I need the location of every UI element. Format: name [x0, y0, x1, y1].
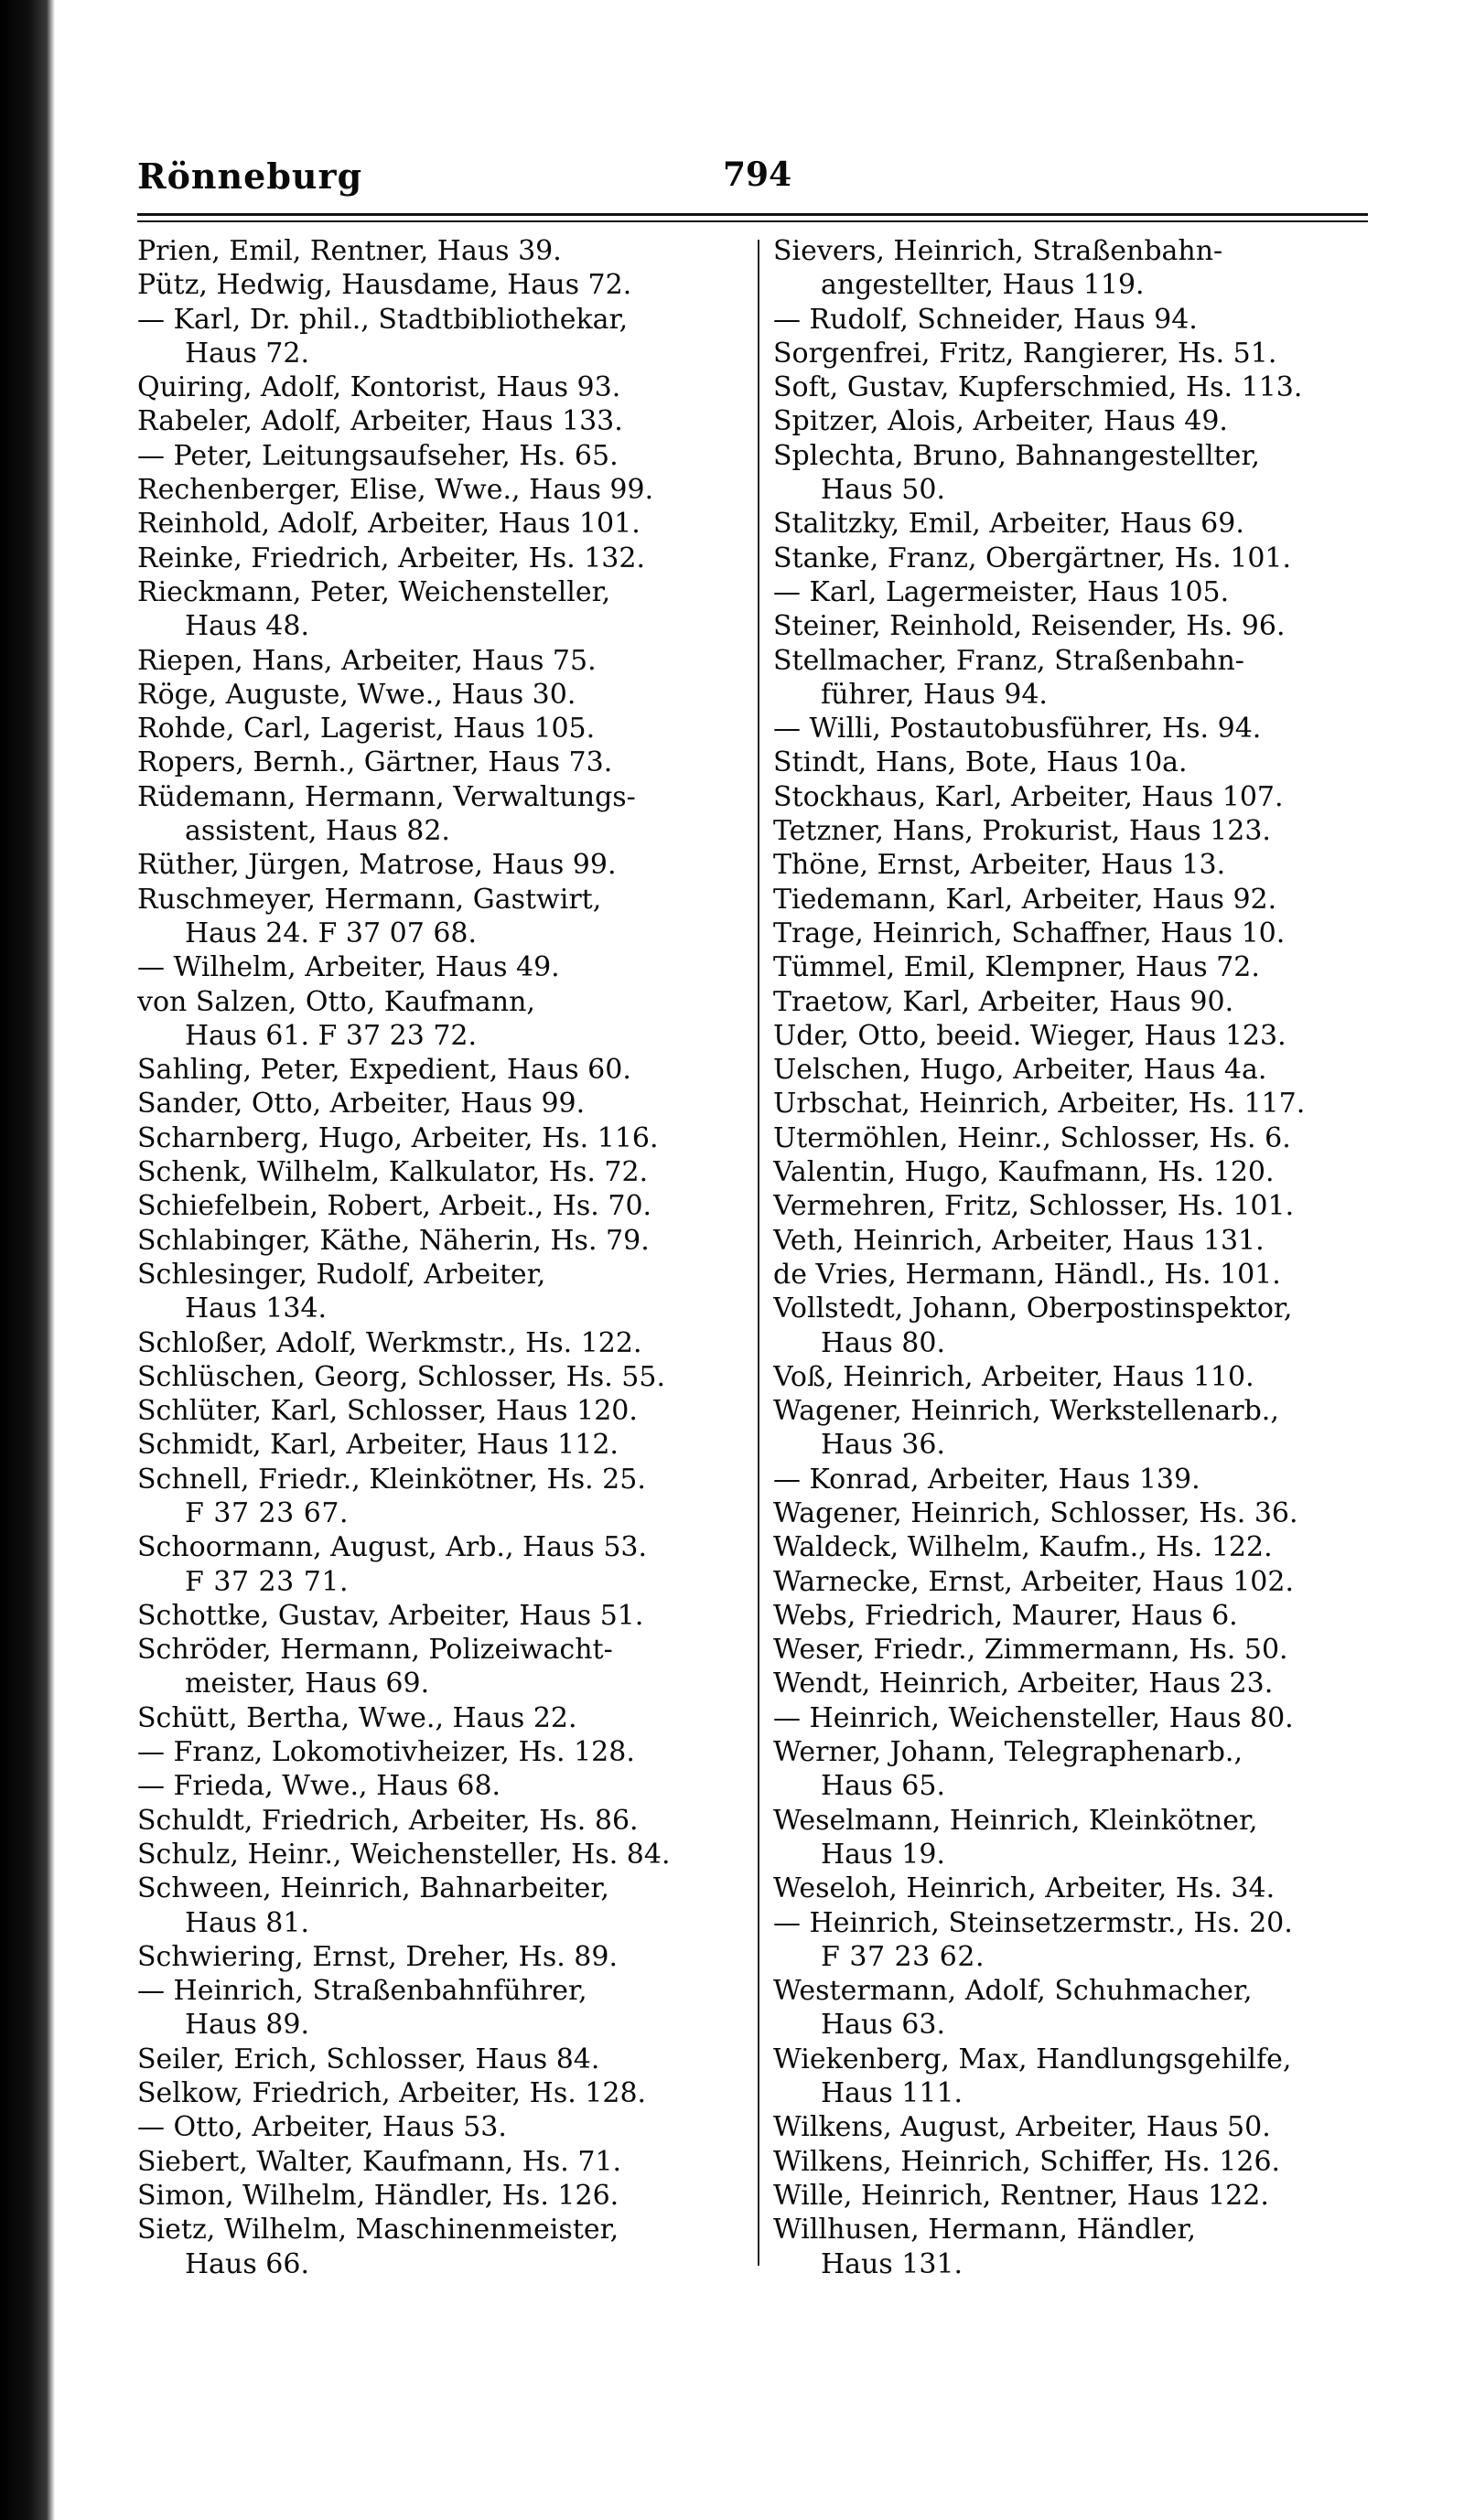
directory-entry	[773, 1599, 1372, 1633]
entry-line: Valentin, Hugo, Kaufmann, Hs. 120.	[773, 1156, 1275, 1189]
directory-entry	[773, 1701, 1372, 1735]
header-rule-top	[137, 213, 1368, 216]
entry-line: Vollstedt, Johann, Oberpostinspektor,	[773, 1292, 1293, 1325]
entry-line: Selkow, Friedrich, Arbeiter, Hs. 128.	[137, 2077, 647, 2110]
entry-line: Schnell, Friedr., Kleinkötner, Hs. 25.	[137, 1463, 646, 1496]
entry-line: — Willi, Postautobusführer, Hs. 94.	[773, 713, 1262, 745]
directory-entry	[137, 268, 748, 302]
directory-entry	[137, 370, 748, 404]
directory-entry	[773, 814, 1372, 848]
directory-entry	[137, 1463, 748, 1531]
directory-entry	[773, 712, 1372, 745]
directory-entry	[137, 1087, 748, 1121]
entry-line: Prien, Emil, Rentner, Haus 39.	[137, 235, 562, 267]
directory-entry	[137, 1189, 748, 1223]
entry-line: Tiedemann, Karl, Arbeiter, Haus 92.	[773, 883, 1277, 916]
entry-line: Rieckmann, Peter, Weichensteller,	[137, 575, 611, 608]
entry-line: Stanke, Franz, Obergärtner, Hs. 101.	[773, 542, 1292, 574]
entry-line: Weseloh, Heinrich, Arbeiter, Hs. 34.	[773, 1872, 1276, 1905]
entry-line: — Peter, Leitungsaufseher, Hs. 65.	[137, 439, 619, 472]
entry-line: Sievers, Heinrich, Straßenbahn-	[773, 235, 1223, 267]
directory-entry	[137, 404, 748, 438]
entry-line: Wille, Heinrich, Rentner, Haus 122.	[773, 2179, 1269, 2212]
entry-line: Schlüschen, Georg, Schlosser, Hs. 55.	[137, 1360, 665, 1393]
directory-entry	[773, 2179, 1372, 2213]
page-number: 794	[723, 155, 792, 194]
directory-entry	[773, 1906, 1372, 1975]
entry-line: Riepen, Hans, Arbeiter, Haus 75.	[137, 644, 597, 677]
entry-continuation: Haus 131.	[821, 2247, 963, 2280]
entry-line: Soft, Gustav, Kupferschmied, Hs. 113.	[773, 371, 1303, 404]
entry-phone: F 37 23 71.	[185, 1565, 349, 1598]
directory-entry	[137, 2145, 748, 2179]
directory-entry	[773, 780, 1372, 814]
entry-continuation: Haus 134.	[185, 1292, 328, 1325]
directory-entry	[773, 883, 1372, 917]
entry-line: Utermöhlen, Heinr., Schlosser, Hs. 6.	[773, 1121, 1291, 1154]
directory-entry	[773, 1871, 1372, 1905]
entry-line: Schlabinger, Käthe, Näherin, Hs. 79.	[137, 1224, 650, 1257]
directory-entry	[137, 2213, 748, 2281]
page-header	[137, 155, 1368, 210]
entry-line: Veth, Heinrich, Arbeiter, Haus 131.	[773, 1224, 1265, 1257]
entry-line: Scharnberg, Hugo, Arbeiter, Hs. 116.	[137, 1121, 659, 1154]
directory-entry	[773, 848, 1372, 882]
directory-entry	[773, 507, 1372, 541]
entry-line: Schlesinger, Rudolf, Arbeiter,	[137, 1258, 546, 1291]
directory-entry	[773, 1019, 1372, 1053]
directory-entry	[773, 1121, 1372, 1155]
entry-continuation: meister, Haus 69.	[185, 1667, 430, 1700]
entry-line: Sander, Otto, Arbeiter, Haus 99.	[137, 1088, 586, 1121]
entry-line: Simon, Wilhelm, Händler, Hs. 126.	[137, 2179, 619, 2212]
directory-entry	[773, 1565, 1372, 1599]
directory-entry	[137, 1735, 748, 1769]
directory-entry	[773, 1053, 1372, 1087]
directory-entry	[137, 950, 748, 984]
entry-line: Röge, Auguste, Wwe., Haus 30.	[137, 678, 576, 711]
directory-entry	[773, 370, 1372, 404]
entry-line: Voß, Heinrich, Arbeiter, Haus 110.	[773, 1360, 1254, 1393]
directory-entry	[773, 575, 1372, 609]
entry-line: Wiekenberg, Max, Handlungsgehilfe,	[773, 2043, 1292, 2075]
entry-line: Sahling, Peter, Expedient, Haus 60.	[137, 1054, 631, 1087]
entry-line: Uder, Otto, beeid. Wieger, Haus 123.	[773, 1019, 1286, 1052]
entry-line: Traetow, Karl, Arbeiter, Haus 90.	[773, 985, 1234, 1018]
directory-entry	[773, 745, 1372, 779]
entry-line: Urbschat, Heinrich, Arbeiter, Hs. 117.	[773, 1088, 1306, 1121]
directory-entry	[137, 712, 748, 745]
entry-line: Ruschmeyer, Hermann, Gastwirt,	[137, 883, 602, 916]
entry-line: Webs, Friedrich, Maurer, Haus 6.	[773, 1599, 1238, 1632]
entry-line: Reinke, Friedrich, Arbeiter, Hs. 132.	[137, 542, 646, 574]
column-divider	[758, 240, 759, 2266]
entry-line: — Heinrich, Steinsetzermstr., Hs. 20.	[773, 1906, 1293, 1939]
entry-line: Werner, Johann, Telegraphenarb.,	[773, 1736, 1243, 1769]
entry-line: Wagener, Heinrich, Werkstellenarb.,	[773, 1395, 1279, 1428]
entry-line: Stellmacher, Franz, Straßenbahn-	[773, 644, 1244, 677]
directory-entry	[137, 644, 748, 678]
entry-line: Rohde, Carl, Lagerist, Haus 105.	[137, 713, 596, 745]
directory-entry	[137, 234, 748, 268]
directory-entry	[137, 1428, 748, 1462]
directory-entry	[137, 1360, 748, 1394]
directory-entry	[137, 542, 748, 575]
directory-entry	[773, 1463, 1372, 1496]
entry-line: Tümmel, Emil, Klempner, Haus 72.	[773, 951, 1260, 984]
entry-line: Sietz, Wilhelm, Maschinenmeister,	[137, 2214, 619, 2247]
entry-continuation: Haus 80.	[821, 1326, 946, 1359]
directory-entry	[773, 2145, 1372, 2179]
directory-entry	[773, 2110, 1372, 2144]
directory-entry	[773, 234, 1372, 303]
entry-line: Weser, Friedr., Zimmermann, Hs. 50.	[773, 1634, 1288, 1667]
directory-entry	[773, 1258, 1372, 1292]
directory-entry	[773, 609, 1372, 643]
directory-entry	[773, 303, 1372, 337]
entry-continuation: angestellter, Haus 119.	[821, 269, 1145, 302]
entry-line: Splechta, Bruno, Bahnangestellter,	[773, 439, 1260, 472]
entry-line: Siebert, Walter, Kaufmann, Hs. 71.	[137, 2145, 622, 2178]
entry-continuation: Haus 61. F 37 23 72.	[185, 1019, 478, 1052]
directory-entry	[137, 1599, 748, 1633]
entry-line: Schuldt, Friedrich, Arbeiter, Hs. 86.	[137, 1804, 639, 1837]
entry-line: von Salzen, Otto, Kaufmann,	[137, 985, 535, 1018]
entry-line: Vermehren, Fritz, Schlosser, Hs. 101.	[773, 1190, 1295, 1223]
entry-line: Schröder, Hermann, Polizeiwacht-	[137, 1634, 613, 1667]
entry-line: Schoormann, August, Arb., Haus 53.	[137, 1531, 648, 1564]
entry-line: Rüther, Jürgen, Matrose, Haus 99.	[137, 849, 617, 882]
directory-entry	[773, 1155, 1372, 1189]
entry-line: Rüdemann, Hermann, Verwaltungs-	[137, 780, 636, 813]
entry-continuation: Haus 111.	[821, 2077, 963, 2110]
entry-line: — Konrad, Arbeiter, Haus 139.	[773, 1463, 1200, 1496]
entry-continuation: Haus 65.	[821, 1770, 946, 1803]
entry-line: — Heinrich, Weichensteller, Haus 80.	[773, 1701, 1294, 1734]
entry-line: Steiner, Reinhold, Reisender, Hs. 96.	[773, 610, 1286, 643]
entry-line: — Frieda, Wwe., Haus 68.	[137, 1770, 501, 1803]
directory-entry	[773, 1633, 1372, 1667]
entry-line: Stalitzky, Emil, Arbeiter, Haus 69.	[773, 508, 1244, 541]
directory-entry	[137, 1224, 748, 1258]
directory-entry	[137, 1326, 748, 1360]
directory-entry	[773, 1087, 1372, 1121]
entry-line: Seiler, Erich, Schlosser, Haus 84.	[137, 2043, 600, 2075]
directory-entry	[137, 1701, 748, 1735]
entry-continuation: Haus 66.	[185, 2247, 310, 2280]
entry-line: Rabeler, Adolf, Arbeiter, Haus 133.	[137, 405, 623, 438]
entry-line: — Otto, Arbeiter, Haus 53.	[137, 2111, 507, 2144]
directory-entry	[773, 1189, 1372, 1223]
entry-continuation: führer, Haus 94.	[821, 678, 1048, 711]
entry-line: Rechenberger, Elise, Wwe., Haus 99.	[137, 474, 654, 507]
entry-line: Wagener, Heinrich, Schlosser, Hs. 36.	[773, 1496, 1298, 1529]
directory-entry	[137, 439, 748, 473]
directory-entry	[773, 1394, 1372, 1463]
directory-entry	[773, 1292, 1372, 1360]
entry-line: Schween, Heinrich, Bahnarbeiter,	[137, 1872, 609, 1905]
directory-entry	[137, 1838, 748, 1871]
entry-line: Schwiering, Ernst, Dreher, Hs. 89.	[137, 1940, 618, 1973]
directory-entry	[137, 780, 748, 849]
entry-line: Wilkens, Heinrich, Schiffer, Hs. 126.	[773, 2145, 1281, 2178]
entry-line: — Karl, Dr. phil., Stadtbibliothekar,	[137, 303, 629, 336]
entry-continuation: Haus 50.	[821, 474, 946, 507]
entry-continuation: Haus 36.	[821, 1429, 946, 1462]
directory-entry	[773, 1974, 1372, 2043]
entry-line: Trage, Heinrich, Schaffner, Haus 10.	[773, 917, 1286, 949]
directory-entry	[137, 1769, 748, 1803]
directory-entry	[773, 1530, 1372, 1564]
entry-line: Willhusen, Hermann, Händler,	[773, 2214, 1197, 2247]
entry-line: de Vries, Hermann, Händl., Hs. 101.	[773, 1258, 1281, 1291]
directory-entry	[137, 1155, 748, 1189]
entry-line: — Heinrich, Straßenbahnführer,	[137, 1975, 587, 2008]
entry-line: Schloßer, Adolf, Werkmstr., Hs. 122.	[137, 1326, 642, 1359]
entry-line: Weselmann, Heinrich, Kleinkötner,	[773, 1804, 1258, 1837]
entry-line: Schenk, Wilhelm, Kalkulator, Hs. 72.	[137, 1156, 649, 1189]
entry-line: Wilkens, August, Arbeiter, Haus 50.	[773, 2111, 1271, 2144]
directory-entry	[773, 1360, 1372, 1394]
entry-line: Waldeck, Wilhelm, Kaufm., Hs. 122.	[773, 1531, 1273, 1564]
entry-line: Warnecke, Ernst, Arbeiter, Haus 102.	[773, 1565, 1295, 1598]
directory-entry	[773, 1496, 1372, 1530]
directory-entry	[773, 917, 1372, 950]
entry-line: Tetzner, Hans, Prokurist, Haus 123.	[773, 815, 1271, 848]
directory-entry	[137, 1394, 748, 1428]
entry-continuation: assistent, Haus 82.	[185, 815, 450, 848]
entry-line: Schlüter, Karl, Schlosser, Haus 120.	[137, 1395, 638, 1428]
directory-entry	[773, 2213, 1372, 2281]
directory-entry	[773, 644, 1372, 713]
entry-continuation: Haus 24. F 37 07 68.	[185, 917, 478, 949]
directory-entry	[773, 404, 1372, 438]
directory-entry	[137, 678, 748, 712]
entry-phone: F 37 23 67.	[185, 1496, 349, 1529]
directory-entry	[773, 2043, 1372, 2111]
directory-entry	[137, 1804, 748, 1838]
directory-entry	[137, 1121, 748, 1155]
entry-continuation: Haus 48.	[185, 610, 310, 643]
header-rule-bottom	[137, 220, 1368, 222]
entry-continuation: Haus 63.	[821, 2009, 946, 2042]
entry-phone: F 37 23 62.	[821, 1940, 985, 1973]
directory-entry	[773, 337, 1372, 370]
directory-entry	[137, 985, 748, 1054]
directory-entry	[137, 1871, 748, 1940]
directory-entry	[137, 1530, 748, 1599]
directory-entry	[137, 2110, 748, 2144]
directory-entry	[137, 303, 748, 371]
entry-line: — Wilhelm, Arbeiter, Haus 49.	[137, 951, 560, 984]
entry-line: Schmidt, Karl, Arbeiter, Haus 112.	[137, 1429, 619, 1462]
entry-line: Schulz, Heinr., Weichensteller, Hs. 84.	[137, 1838, 671, 1871]
entry-line: Ropers, Bernh., Gärtner, Haus 73.	[137, 746, 613, 779]
entry-line: — Franz, Lokomotivheizer, Hs. 128.	[137, 1736, 635, 1769]
directory-entry	[137, 473, 748, 507]
directory-entry	[137, 1053, 748, 1087]
entry-line: Schottke, Gustav, Arbeiter, Haus 51.	[137, 1599, 644, 1632]
directory-entry	[137, 1974, 748, 2043]
directory-entry	[137, 507, 748, 541]
entry-line: Stockhaus, Karl, Arbeiter, Haus 107.	[773, 780, 1284, 813]
entry-continuation: Haus 81.	[185, 1906, 310, 1939]
directory-entry	[773, 1667, 1372, 1700]
entry-line: — Rudolf, Schneider, Haus 94.	[773, 303, 1198, 336]
entry-continuation: Haus 19.	[821, 1838, 946, 1871]
entry-line: Schütt, Bertha, Wwe., Haus 22.	[137, 1701, 577, 1734]
directory-entry	[137, 745, 748, 779]
entry-line: Westermann, Adolf, Schuhmacher,	[773, 1975, 1253, 2008]
directory-entry	[773, 1804, 1372, 1872]
directory-entry	[773, 950, 1372, 984]
book-spine-shadow	[0, 0, 55, 2520]
directory-entry	[137, 848, 748, 882]
directory-entry	[137, 1940, 748, 1974]
directory-entry	[137, 883, 748, 951]
entry-line: Wendt, Heinrich, Arbeiter, Haus 23.	[773, 1667, 1274, 1700]
running-title: Rönneburg	[137, 155, 363, 197]
directory-entry	[773, 985, 1372, 1019]
entry-line: Quiring, Adolf, Kontorist, Haus 93.	[137, 371, 621, 404]
entry-line: Spitzer, Alois, Arbeiter, Haus 49.	[773, 405, 1228, 438]
entry-continuation: Haus 89.	[185, 2009, 310, 2042]
directory-entry	[773, 439, 1372, 508]
directory-entry	[137, 2179, 748, 2213]
entry-line: Sorgenfrei, Fritz, Rangierer, Hs. 51.	[773, 337, 1277, 370]
entry-line: Reinhold, Adolf, Arbeiter, Haus 101.	[137, 508, 640, 541]
directory-entry	[137, 2043, 748, 2076]
directory-entry	[773, 542, 1372, 575]
entry-line: Schiefelbein, Robert, Arbeit., Hs. 70.	[137, 1190, 652, 1223]
entry-line: Thöne, Ernst, Arbeiter, Haus 13.	[773, 849, 1226, 882]
directory-entry	[137, 1258, 748, 1326]
entry-line: — Karl, Lagermeister, Haus 105.	[773, 575, 1230, 608]
directory-entry	[137, 575, 748, 644]
entry-line: Uelschen, Hugo, Arbeiter, Haus 4a.	[773, 1054, 1267, 1087]
right-column	[773, 234, 1372, 2281]
entry-continuation: Haus 72.	[185, 337, 310, 370]
directory-entry	[773, 1224, 1372, 1258]
entry-line: Stindt, Hans, Bote, Haus 10a.	[773, 746, 1188, 779]
directory-entry	[773, 1735, 1372, 1804]
directory-entry	[137, 2076, 748, 2110]
directory-entry	[137, 1633, 748, 1701]
left-column	[137, 234, 748, 2281]
entry-line: Pütz, Hedwig, Hausdame, Haus 72.	[137, 269, 632, 302]
